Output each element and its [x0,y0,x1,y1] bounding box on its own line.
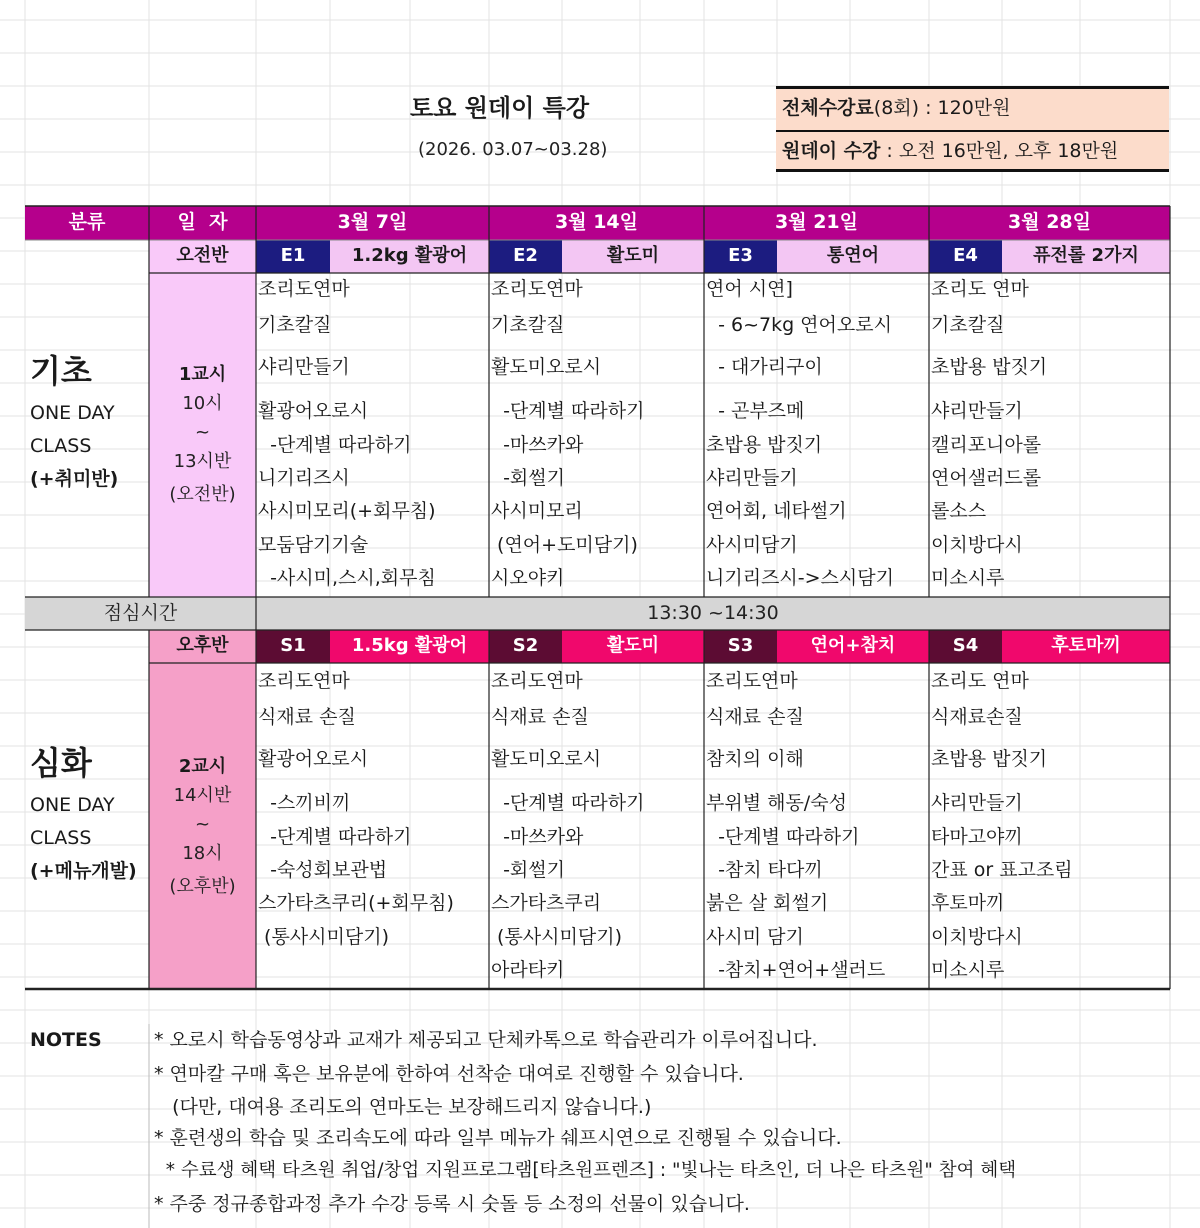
afternoon-period-line-3: 18시 [182,843,223,864]
afternoon-s3-item: 사시미 담기 [706,926,804,948]
afternoon-label: 오후반 [176,635,229,656]
afternoon-period-line-2: ~ [194,814,211,835]
afternoon-period-line-4: (오후반) [169,876,236,897]
total-fee-value: (8회) : 120만원 [873,97,1011,119]
header-date-2: 3월 14일 [555,211,638,233]
morning-e2-item: 사시미모리 [491,500,583,522]
morning-e4-item: 캘리포니아롤 [931,434,1042,456]
morning-e3-item: - 곤부즈메 [706,400,805,422]
session-s2-menu: 활도미 [606,635,660,656]
note-line-1: * 오로시 학습동영상과 교재가 제공되고 단체카톡으로 학습관리가 이루어집니다. [154,1029,818,1051]
afternoon-s1-item: -스끼비끼 [258,792,351,814]
morning-e3-item: 연어 시연] [706,278,793,300]
afternoon-s2-item: 활도미오로시 [491,748,602,770]
morning-e3-item: - 6~7kg 연어오로시 [706,314,892,336]
afternoon-s4-item: 타마고야끼 [931,826,1023,848]
page-title: 토요 원데이 특강 [410,94,589,122]
afternoon-s4-item: 샤리만들기 [931,792,1023,814]
fee-divider [776,130,1169,132]
morning-e1-item: 샤리만들기 [258,356,350,378]
morning-e1-item: 모둠담기기술 [258,534,369,556]
morning-e4-item: 조리도 연마 [931,278,1029,300]
afternoon-s4-item: 식재료손질 [931,706,1023,728]
morning-period-line-3: 13시반 [173,451,232,472]
morning-e3-item: 니기리즈시->스시담기 [706,567,894,589]
afternoon-s2-item: 조리도연마 [491,670,583,692]
morning-e2-item: (연어+도미담기) [491,534,638,556]
note-line-6: * 주중 정규종합과정 추가 수강 등록 시 숫돌 등 소정의 선물이 있습니다. [154,1193,750,1215]
note-line-5: * 수료생 혜택 타츠원 취업/창업 지원프로그램[타츠원프렌즈] : "빛나는 타츠인, 더 나은 타츠원" 참여 혜택 [154,1160,1017,1181]
morning-e2-item: 조리도연마 [491,278,583,300]
morning-e1-item: 니기리즈시 [258,467,350,489]
afternoon-s3-item: 조리도연마 [706,670,798,692]
morning-e1-item: -사시미,스시,회무침 [258,567,436,589]
lunch-label: 점심시간 [103,602,178,624]
morning-period-line-1: 10시 [182,393,223,414]
afternoon-s4-item: 미소시루 [931,959,1005,981]
afternoon-s4-item: 후토마끼 [931,892,1005,914]
morning-label: 오전반 [176,245,229,266]
session-e1-menu: 1.2kg 활광어 [351,245,468,266]
session-e3-code: E3 [728,245,753,266]
morning-category-line-1: ONE DAY [30,402,115,424]
morning-e4-item: 롤소스 [931,500,987,522]
morning-e1-item: 사시미모리(+회무침) [258,500,436,522]
session-s2-code: S2 [512,635,539,656]
morning-e2-item: 시오야키 [491,567,565,589]
morning-e1-item: 조리도연마 [258,278,350,300]
morning-e3-item: 초밥용 밥짓기 [706,434,823,456]
afternoon-s2-item: 식재료 손질 [491,706,589,728]
morning-period-title: 1교시 [178,364,227,385]
header-date-1: 3월 7일 [337,211,408,233]
session-s3-code: S3 [727,635,754,656]
morning-e3-item: 사시미담기 [706,534,798,556]
morning-e1-item: 활광어오로시 [258,400,369,422]
morning-e4-item: 미소시루 [931,567,1005,589]
morning-category-line-2: CLASS [30,435,92,457]
morning-e2-item: -마쓰카와 [491,434,584,456]
morning-e4-item: 초밥용 밥짓기 [931,356,1048,378]
afternoon-period-line-1: 14시반 [173,785,232,806]
morning-e4-item: 기초칼질 [931,314,1005,336]
session-e2-code: E2 [513,245,538,266]
afternoon-s1-item: 조리도연마 [258,670,350,692]
session-e2-menu: 활도미 [606,245,660,266]
afternoon-s2-item: -회썰기 [491,859,565,881]
afternoon-s2-item: 아라타키 [491,959,565,981]
afternoon-s3-item: -단계별 따라하기 [706,826,860,848]
morning-e2-item: 활도미오로시 [491,356,602,378]
session-s4-menu: 후토마끼 [1051,635,1121,656]
morning-e3-item: 샤리만들기 [706,467,798,489]
morning-e4-item: 이치방다시 [931,534,1023,556]
lunch-time: 13:30 ~14:30 [647,602,779,624]
session-e1-code: E1 [280,245,306,266]
afternoon-s4-item: 조리도 연마 [931,670,1029,692]
session-s1-code: S1 [280,635,306,656]
morning-e2-item: 기초칼질 [491,314,565,336]
total-fee-label: 전체수강료 [782,97,874,119]
header-date: 일 자 [177,211,228,233]
morning-e2-item: -회썰기 [491,467,565,489]
session-e4-code: E4 [953,245,978,266]
total-fee [782,99,1011,118]
morning-e1-item: 기초칼질 [258,314,332,336]
period-subtitle: (2026. 03.07~03.28) [418,139,608,160]
afternoon-s2-item: (통사시미담기) [491,926,622,948]
afternoon-s3-item: 부위별 해동/숙성 [706,792,847,814]
oneday-fee-label: 원데이 수강 [782,140,881,162]
afternoon-s1-item: (통사시미담기) [258,926,389,948]
notes-label: NOTES [30,1029,102,1051]
header-date-4: 3월 28일 [1008,211,1091,233]
header-category: 분류 [68,211,106,233]
afternoon-s1-item: 스가타츠쿠리(+회무침) [258,892,454,914]
afternoon-category-line-3: (+메뉴개발) [30,860,137,882]
afternoon-s3-item: 식재료 손질 [706,706,804,728]
afternoon-s3-item: 참치의 이해 [706,748,804,770]
note-line-4: * 훈련생의 학습 및 조리속도에 따라 일부 메뉴가 쉐프시연으로 진행될 수 있습니다. [154,1127,842,1149]
morning-e1-item: -단계별 따라하기 [258,434,412,456]
session-e4-menu: 퓨전롤 2가지 [1033,245,1139,266]
morning-period-line-2: ~ [194,422,211,443]
morning-e4-item: 연어샐러드롤 [931,467,1042,489]
afternoon-s1-item: 활광어오로시 [258,748,369,770]
note-line-3: (다만, 대여용 조리도의 연마도는 보장해드리지 않습니다.) [154,1096,652,1118]
afternoon-s4-item: 이치방다시 [931,926,1023,948]
afternoon-s3-item: -참치 타다끼 [706,859,823,881]
morning-category-title: 기초 [30,352,92,390]
afternoon-category-line-1: ONE DAY [30,794,115,816]
afternoon-s2-item: -단계별 따라하기 [491,792,645,814]
afternoon-s4-item: 간표 or 표고조림 [931,859,1073,881]
afternoon-s1-item: 식재료 손질 [258,706,356,728]
afternoon-s2-item: 스가타츠쿠리 [491,892,602,914]
afternoon-period-title: 2교시 [178,756,227,777]
morning-period-line-4: (오전반) [169,484,236,505]
session-s4-code: S4 [952,635,979,656]
session-s3-menu: 연어+참치 [810,635,896,656]
afternoon-s3-item: -참치+연어+샐러드 [706,959,886,981]
afternoon-s1-item: -숙성회보관법 [258,859,388,881]
afternoon-s1-item: -단계별 따라하기 [258,826,412,848]
morning-e3-item: 연어회, 네타썰기 [706,500,847,522]
afternoon-s2-item: -마쓰카와 [491,826,584,848]
afternoon-category-title: 심화 [30,744,92,782]
oneday-fee [782,142,1118,161]
afternoon-s4-item: 초밥용 밥짓기 [931,748,1048,770]
morning-e2-item: -단계별 따라하기 [491,400,645,422]
morning-e3-item: - 대가리구이 [706,356,823,378]
morning-e4-item: 샤리만들기 [931,400,1023,422]
header-date-3: 3월 21일 [775,211,858,233]
session-e3-menu: 통연어 [826,245,880,266]
afternoon-category-line-2: CLASS [30,827,92,849]
morning-category-line-3: (+취미반) [30,468,119,490]
note-line-2: * 연마칼 구매 혹은 보유분에 한하여 선착순 대여로 진행할 수 있습니다. [154,1063,744,1085]
oneday-fee-value: : 오전 16만원, 오후 18만원 [880,140,1119,162]
afternoon-s3-item: 붉은 살 회썰기 [706,892,829,914]
session-s1-menu: 1.5kg 활광어 [351,635,468,656]
